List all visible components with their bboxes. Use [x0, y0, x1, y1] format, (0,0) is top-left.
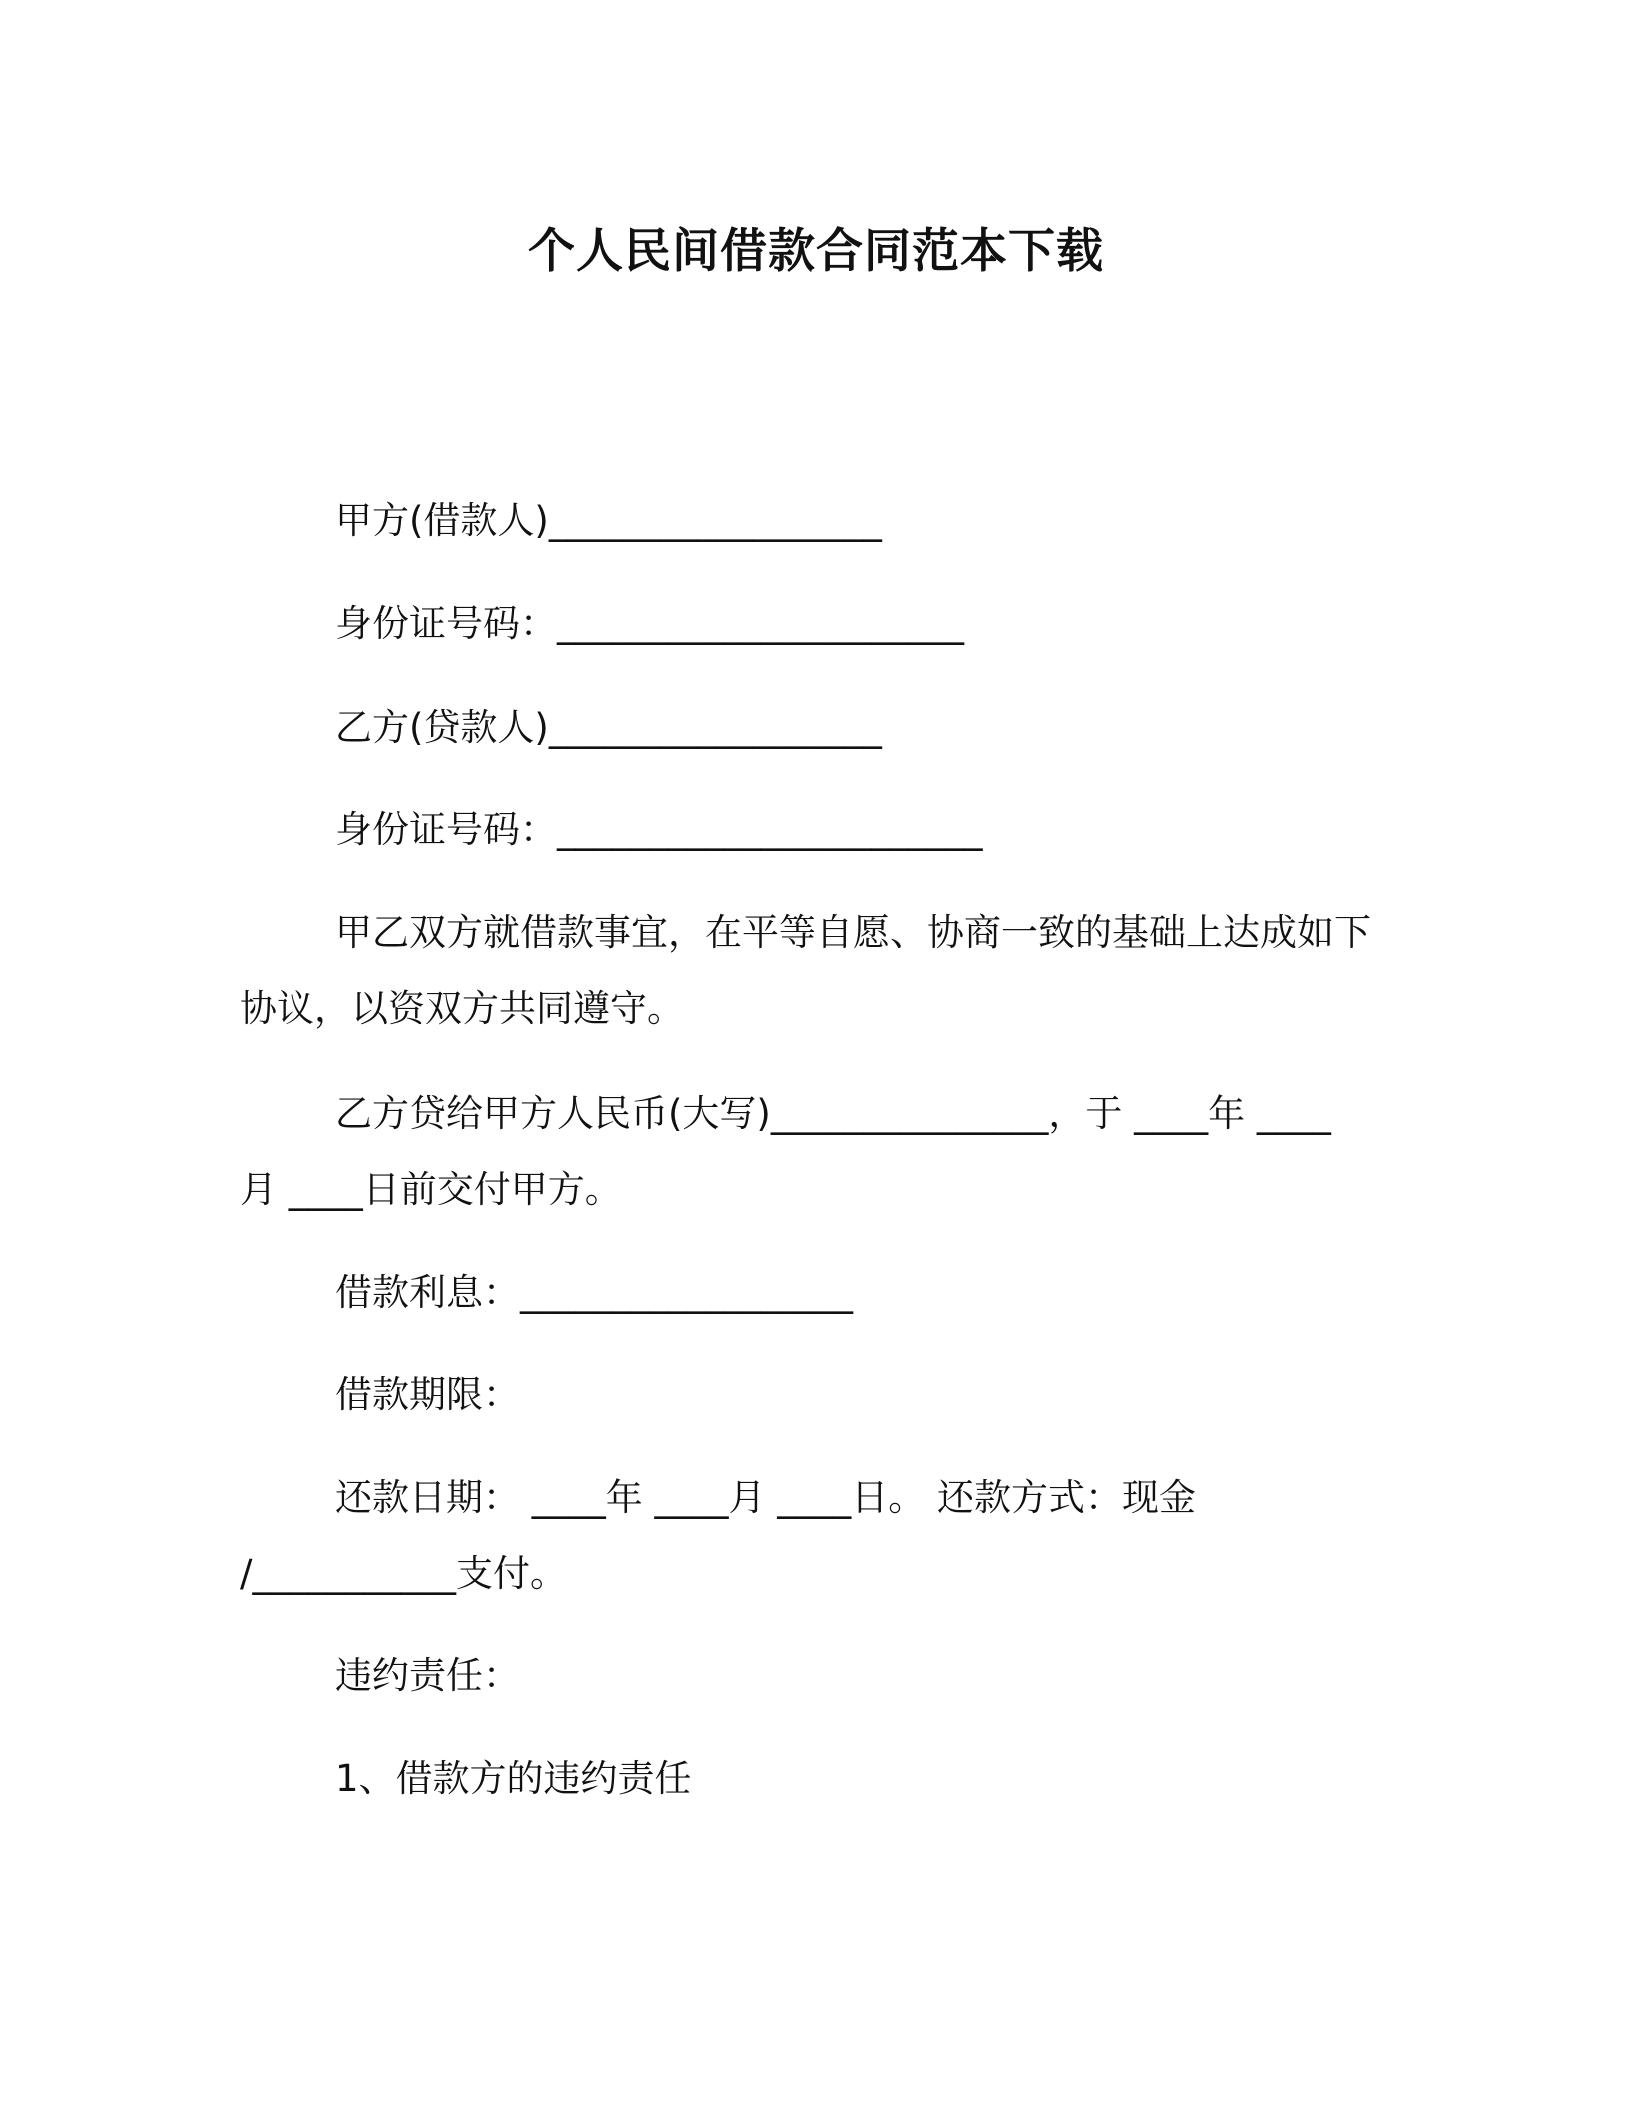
lender-name-line: 乙方(贷款人)__________________ — [335, 706, 882, 749]
loan-interest-line: 借款利息：__________________ — [335, 1271, 853, 1314]
loan-amount-line-1: 乙方贷给甲方人民币(大写)_______________，于 ____年 ____ — [335, 1092, 1331, 1135]
liability-item-1: 1、借款方的违约责任 — [335, 1757, 692, 1800]
repayment-line-1: 还款日期： ____年 ____月 ____日。 还款方式：现金 — [335, 1476, 1197, 1519]
loan-amount-line-2: 月 ____日前交付甲方。 — [240, 1168, 622, 1211]
loan-term-line: 借款期限： — [335, 1373, 520, 1416]
liability-heading: 违约责任： — [335, 1654, 520, 1697]
agreement-paragraph-line-2: 协议，以资双方共同遵守。 — [240, 987, 684, 1030]
borrower-id-line: 身份证号码：______________________ — [335, 602, 964, 645]
agreement-paragraph-line-1: 甲乙双方就借款事宜，在平等自愿、协商一致的基础上达成如下 — [335, 911, 1371, 954]
repayment-line-2: /___________支付。 — [240, 1552, 567, 1595]
document-title: 个人民间借款合同范本下载 — [528, 224, 1104, 279]
lender-id-line: 身份证号码：_______________________ — [335, 808, 983, 851]
borrower-name-line: 甲方(借款人)__________________ — [335, 499, 882, 542]
